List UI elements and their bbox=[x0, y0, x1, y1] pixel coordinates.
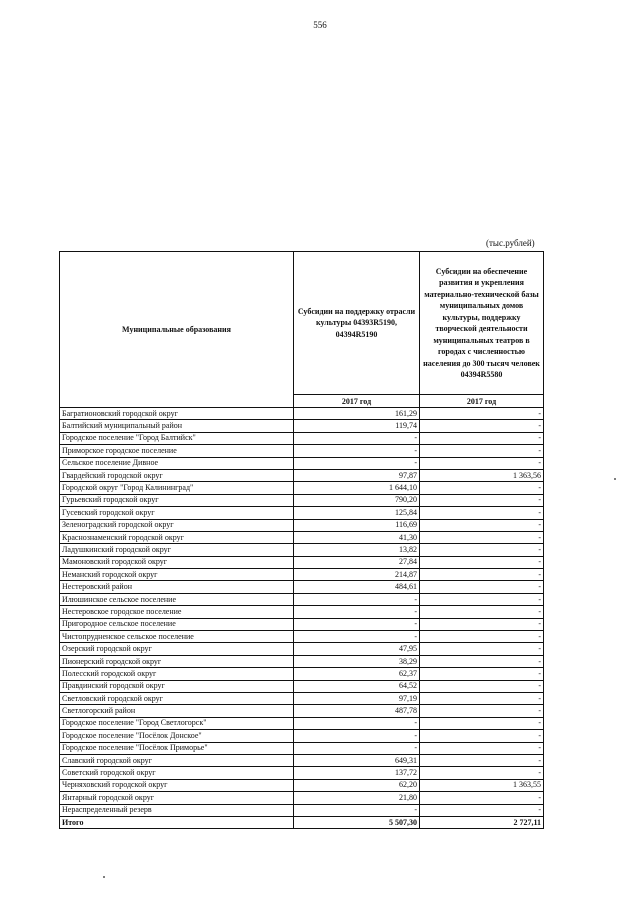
table-row bbox=[60, 507, 544, 519]
table-row bbox=[60, 531, 544, 543]
subsidy-theaters-value: - bbox=[420, 717, 544, 729]
subsidy-culture-value: 27,84 bbox=[294, 556, 420, 568]
table-row bbox=[60, 692, 544, 704]
page-number: 556 bbox=[313, 20, 327, 30]
subsidy-theaters-value: - bbox=[420, 767, 544, 779]
subsidy-culture-value: - bbox=[294, 717, 420, 729]
subsidy-culture-value: 484,61 bbox=[294, 581, 420, 593]
municipality-name: Ладушкинский городской округ bbox=[60, 544, 294, 556]
subsidy-culture-value: - bbox=[294, 445, 420, 457]
table-row bbox=[60, 469, 544, 481]
subsidy-culture-value: 38,29 bbox=[294, 655, 420, 667]
total-row bbox=[60, 816, 544, 828]
header-municipalities: Муниципальные образования bbox=[60, 252, 294, 408]
subsidy-theaters-value: - bbox=[420, 705, 544, 717]
table-row bbox=[60, 606, 544, 618]
table-row bbox=[60, 432, 544, 444]
municipality-name: Полесский городской округ bbox=[60, 668, 294, 680]
municipality-name: Илюшинское сельское поселение bbox=[60, 593, 294, 605]
subsidy-theaters-value: - bbox=[420, 432, 544, 444]
table-row bbox=[60, 581, 544, 593]
table-row bbox=[60, 420, 544, 432]
table-row bbox=[60, 544, 544, 556]
subsidy-culture-value: 97,19 bbox=[294, 692, 420, 704]
subsidy-culture-value: 97,87 bbox=[294, 469, 420, 481]
table-row bbox=[60, 705, 544, 717]
municipality-name: Гусевский городской округ bbox=[60, 507, 294, 519]
municipality-name: Нестеровский район bbox=[60, 581, 294, 593]
subsidy-culture-value: - bbox=[294, 631, 420, 643]
municipality-name: Пионерский городской округ bbox=[60, 655, 294, 667]
table-header-row bbox=[60, 252, 544, 395]
municipality-name: Городской округ "Город Калининград" bbox=[60, 482, 294, 494]
municipality-name: Чистопрудненское сельское поселение bbox=[60, 631, 294, 643]
scan-speck bbox=[614, 478, 616, 480]
municipality-name: Неманский городской округ bbox=[60, 569, 294, 581]
table-row bbox=[60, 792, 544, 804]
subsidy-culture-value: - bbox=[294, 618, 420, 630]
subsidy-culture-value: - bbox=[294, 742, 420, 754]
subsidy-theaters-value: - bbox=[420, 531, 544, 543]
subsidy-theaters-value: - bbox=[420, 519, 544, 531]
subsidy-theaters-value: - bbox=[420, 692, 544, 704]
subsidy-culture-value: 649,31 bbox=[294, 754, 420, 766]
subsidy-culture-value: - bbox=[294, 432, 420, 444]
municipality-name: Нераспределенный резерв bbox=[60, 804, 294, 816]
subsidy-theaters-value: - bbox=[420, 445, 544, 457]
subsidy-theaters-value: - bbox=[420, 643, 544, 655]
table-row bbox=[60, 631, 544, 643]
subsidy-theaters-value: - bbox=[420, 618, 544, 630]
table-body bbox=[60, 408, 544, 829]
subsidy-theaters-value: - bbox=[420, 507, 544, 519]
table-row bbox=[60, 408, 544, 420]
subsidy-theaters-value: - bbox=[420, 655, 544, 667]
subsidy-culture-value: 62,37 bbox=[294, 668, 420, 680]
subsidy-theaters-value: - bbox=[420, 792, 544, 804]
table-row bbox=[60, 767, 544, 779]
subsidy-theaters-value: - bbox=[420, 631, 544, 643]
table-row bbox=[60, 742, 544, 754]
table-row bbox=[60, 668, 544, 680]
municipality-name: Городское поселение "Посёлок Приморье" bbox=[60, 742, 294, 754]
subsidy-theaters-value: - bbox=[420, 544, 544, 556]
table-row bbox=[60, 457, 544, 469]
subsidy-theaters-value: - bbox=[420, 593, 544, 605]
table-row bbox=[60, 804, 544, 816]
subsidy-theaters-value: - bbox=[420, 482, 544, 494]
municipality-name: Светлогорский район bbox=[60, 705, 294, 717]
subsidy-theaters-value: - bbox=[420, 804, 544, 816]
municipality-name: Янтарный городской округ bbox=[60, 792, 294, 804]
subsidy-theaters-value: - bbox=[420, 680, 544, 692]
subsidy-culture-value: - bbox=[294, 606, 420, 618]
subsidy-culture-value: - bbox=[294, 593, 420, 605]
municipality-name: Нестеровское городское поселение bbox=[60, 606, 294, 618]
subsidy-culture-value: - bbox=[294, 457, 420, 469]
subsidy-theaters-value: - bbox=[420, 457, 544, 469]
subsidy-theaters-value: - bbox=[420, 420, 544, 432]
subsidy-theaters-value: - bbox=[420, 668, 544, 680]
subsidy-theaters-value: - bbox=[420, 494, 544, 506]
municipality-name: Зеленоградский городской округ bbox=[60, 519, 294, 531]
table-row bbox=[60, 680, 544, 692]
subsidy-theaters-value: - bbox=[420, 754, 544, 766]
subsidy-culture-value: 487,78 bbox=[294, 705, 420, 717]
subsidy-culture-value: 137,72 bbox=[294, 767, 420, 779]
subsidy-culture-value: 21,80 bbox=[294, 792, 420, 804]
table-row bbox=[60, 519, 544, 531]
subsidy-theaters-value: 1 363,55 bbox=[420, 779, 544, 791]
municipality-name: Городское поселение "Город Балтийск" bbox=[60, 432, 294, 444]
table-row bbox=[60, 730, 544, 742]
table-row bbox=[60, 556, 544, 568]
subsidy-theaters-value: - bbox=[420, 569, 544, 581]
municipality-name: Черняховский городской округ bbox=[60, 779, 294, 791]
subsidy-culture-value: 62,20 bbox=[294, 779, 420, 791]
subsidy-culture-value: - bbox=[294, 804, 420, 816]
header-subsidy-theaters: Субсидии на обеспечение развития и укрепления материально-технической базы муниципальных домов культуры, поддержку творческой деятельности муниципальных театров в городах с численностью населения до 300 тысяч человек 04394R5580 bbox=[420, 252, 544, 395]
table-row bbox=[60, 445, 544, 457]
header-subsidy-culture: Субсидии на поддержку отрасли культуры 04393R5190, 04394R5190 bbox=[294, 252, 420, 395]
municipality-name: Мамоновский городской округ bbox=[60, 556, 294, 568]
table-row bbox=[60, 779, 544, 791]
municipality-name: Правдинский городской округ bbox=[60, 680, 294, 692]
municipality-name: Приморское городское поселение bbox=[60, 445, 294, 457]
subsidy-culture-value: 214,87 bbox=[294, 569, 420, 581]
municipality-name: Краснознаменский городской округ bbox=[60, 531, 294, 543]
table-row bbox=[60, 569, 544, 581]
year-label: 2017 год bbox=[294, 395, 420, 408]
table-row bbox=[60, 643, 544, 655]
table-row bbox=[60, 655, 544, 667]
municipality-name: Балтийский муниципальный район bbox=[60, 420, 294, 432]
subsidy-culture-value: 790,20 bbox=[294, 494, 420, 506]
subsidy-theaters-value: - bbox=[420, 606, 544, 618]
year-label: 2017 год bbox=[420, 395, 544, 408]
subsidy-culture-value: 41,30 bbox=[294, 531, 420, 543]
subsidy-theaters-value: - bbox=[420, 742, 544, 754]
total-theaters: 2 727,11 bbox=[420, 816, 544, 828]
municipality-name: Гурьевский городской округ bbox=[60, 494, 294, 506]
municipality-name: Советский городской округ bbox=[60, 767, 294, 779]
table-row bbox=[60, 754, 544, 766]
subsidy-culture-value: 13,82 bbox=[294, 544, 420, 556]
subsidy-culture-value: 119,74 bbox=[294, 420, 420, 432]
municipality-name: Славский городской округ bbox=[60, 754, 294, 766]
table-row bbox=[60, 494, 544, 506]
municipality-name: Сельское поселение Дивное bbox=[60, 457, 294, 469]
municipality-name: Городское поселение "Посёлок Донское" bbox=[60, 730, 294, 742]
subsidy-culture-value: 125,84 bbox=[294, 507, 420, 519]
municipality-name: Багратионовский городской округ bbox=[60, 408, 294, 420]
table-row bbox=[60, 593, 544, 605]
total-label: Итого bbox=[60, 816, 294, 828]
subsidy-culture-value: 64,52 bbox=[294, 680, 420, 692]
municipality-name: Гвардейский городской округ bbox=[60, 469, 294, 481]
scan-speck bbox=[103, 876, 105, 878]
table-row bbox=[60, 482, 544, 494]
units-note: (тыс.рублей) bbox=[486, 238, 535, 248]
subsidy-theaters-value: - bbox=[420, 581, 544, 593]
municipality-name: Светловский городской округ bbox=[60, 692, 294, 704]
municipality-name: Городское поселение "Город Светлогорск" bbox=[60, 717, 294, 729]
subsidy-theaters-value: - bbox=[420, 556, 544, 568]
municipality-name: Озерский городской округ bbox=[60, 643, 294, 655]
municipality-name: Пригородное сельское поселение bbox=[60, 618, 294, 630]
subsidy-table bbox=[59, 251, 544, 829]
subsidy-culture-value: - bbox=[294, 730, 420, 742]
subsidy-theaters-value: - bbox=[420, 408, 544, 420]
subsidy-culture-value: 116,69 bbox=[294, 519, 420, 531]
table-row bbox=[60, 717, 544, 729]
subsidy-culture-value: 1 644,10 bbox=[294, 482, 420, 494]
subsidy-culture-value: 161,29 bbox=[294, 408, 420, 420]
subsidy-theaters-value: 1 363,56 bbox=[420, 469, 544, 481]
table-row bbox=[60, 618, 544, 630]
total-culture: 5 507,30 bbox=[294, 816, 420, 828]
subsidy-culture-value: 47,95 bbox=[294, 643, 420, 655]
subsidy-theaters-value: - bbox=[420, 730, 544, 742]
